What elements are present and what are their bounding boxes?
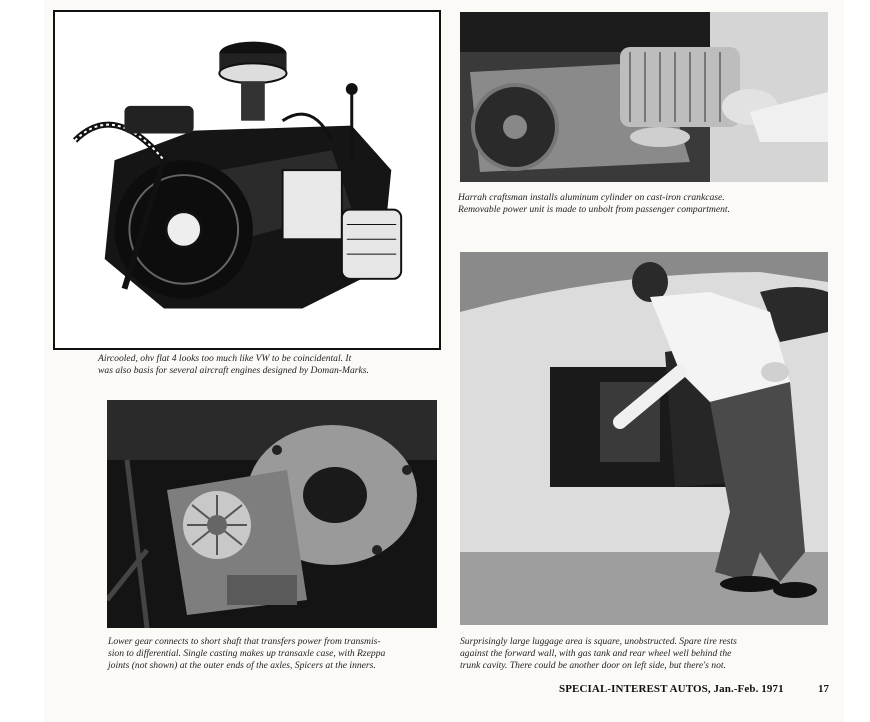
luggage-caption-line: trunk cavity. There could be another door on left side, but there's not.	[460, 660, 726, 671]
luggage-caption-line: against the forward wall, with gas tank and rear wheel well behind the	[460, 648, 732, 659]
cylinder-caption-line: Removable power unit is made to unbolt from passenger compartment.	[458, 204, 730, 215]
cylinder-caption	[458, 192, 730, 216]
engine-caption	[98, 353, 369, 377]
engine-caption-line: Aircooled, ohv flat 4 looks too much like VW to be coincidental. It	[98, 353, 352, 364]
transaxle-caption	[108, 636, 385, 672]
engine-illustration	[53, 10, 441, 350]
transaxle-caption-line: sion to differential. Single casting makes up transaxle case, with Rzeppa	[108, 648, 386, 659]
engine-caption-line: was also basis for several aircraft engines designed by Doman-Marks.	[98, 365, 369, 376]
cylinder-caption-line: Harrah craftsman installs aluminum cylinder on cast-iron crankcase.	[458, 192, 725, 203]
transaxle-photo-image	[107, 400, 437, 628]
publication-footer: SPECIAL-INTEREST AUTOS, Jan.-Feb. 1971	[559, 683, 784, 695]
engine-drawing	[55, 12, 439, 348]
luggage-photo-image	[460, 252, 828, 625]
transaxle-photo	[107, 400, 437, 628]
magazine-page	[44, 0, 844, 722]
transaxle-caption-line: joints (not shown) at the outer ends of the axles, Spicers at the inners.	[108, 660, 376, 671]
luggage-caption	[460, 636, 737, 672]
cylinder-photo	[460, 12, 828, 182]
cylinder-photo-image	[460, 12, 828, 182]
luggage-photo	[460, 252, 828, 625]
page-number: 17	[818, 683, 829, 695]
luggage-caption-line: Surprisingly large luggage area is square, unobstructed. Spare tire rests	[460, 636, 737, 647]
transaxle-caption-line: Lower gear connects to short shaft that transfers power from transmis-	[108, 636, 381, 647]
